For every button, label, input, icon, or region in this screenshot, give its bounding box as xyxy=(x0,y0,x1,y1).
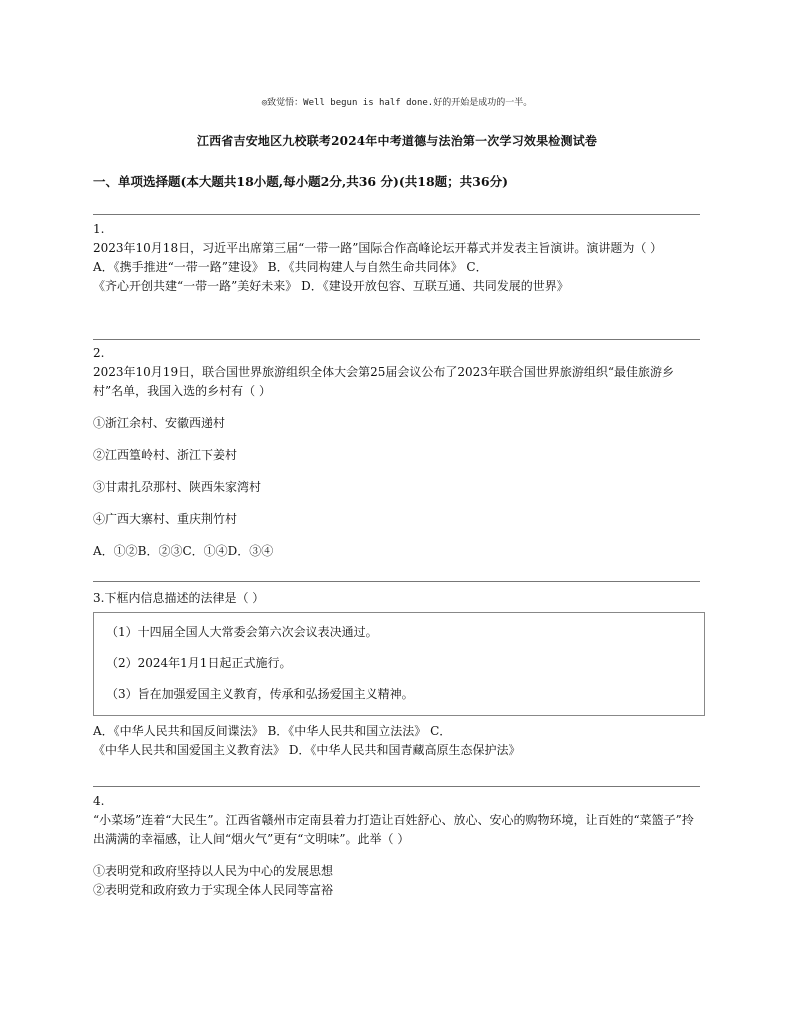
question-1 xyxy=(93,220,700,296)
question-number: 3. xyxy=(93,591,105,605)
statement-item: ①表明党和政府坚持以人民为中心的发展思想 xyxy=(93,864,334,878)
statement-item: ①浙江余村、安徽西递村 xyxy=(93,416,226,430)
question-number: 4. xyxy=(93,794,105,808)
divider xyxy=(93,581,700,582)
question-3 xyxy=(93,589,700,608)
statement-item: ③甘肃扎尕那村、陕西朱家湾村 xyxy=(93,480,262,494)
info-box-line: （2）2024年1月1日起正式施行。 xyxy=(106,656,292,670)
question-options: A．①②B．②③C．①④D．③④ xyxy=(93,544,274,558)
page-title: 江西省吉安地区九校联考2024年中考道德与法治第一次学习效果检测试卷 xyxy=(196,134,598,148)
divider xyxy=(93,214,700,215)
question-3-options xyxy=(93,722,700,760)
question-stem: “小菜场”连着“大民生”。江西省赣州市定南县着力打造让百姓舒心、放心、安心的购物环境，让百姓的“菜篮子”拎出满满的幸福感，让人间“烟火气”更有“文明味”。此举（ ） xyxy=(93,813,694,846)
question-options: A．《携手推进“一带一路”建设》 B．《共同构建人与自然生命共同体》 C． xyxy=(93,260,488,274)
section-heading: 一、单项选择题(本大题共18小题,每小题2分,共36 分)(共18题；共36分) xyxy=(93,174,508,189)
info-box-line: （1）十四届全国人大常委会第六次会议表决通过。 xyxy=(106,625,378,639)
statement-item: ②江西篁岭村、浙江下姜村 xyxy=(93,448,238,462)
info-box-line: （3）旨在加强爱国主义教育，传承和弘扬爱国主义精神。 xyxy=(106,687,414,701)
statement-item: ④广西大寨村、重庆荆竹村 xyxy=(93,512,238,526)
question-number: 2. xyxy=(93,346,105,360)
statement-item: ②表明党和政府致力于实现全体人民同等富裕 xyxy=(93,883,334,897)
motto-line: ◎致觉悟：Well begun is half done.好的开始是成功的一半。 xyxy=(261,98,533,108)
divider xyxy=(93,786,700,787)
question-stem: 2023年10月19日，联合国世界旅游组织全体大会第25届会议公布了2023年联合国世界旅游组织“最佳旅游乡村”名单，我国入选的乡村有（ ） xyxy=(93,365,675,398)
question-stem: 下框内信息描述的法律是（ ） xyxy=(104,591,265,605)
info-box xyxy=(93,612,705,716)
question-4 xyxy=(93,792,700,900)
divider xyxy=(93,339,700,340)
question-stem: 2023年10月18日，习近平出席第三届“一带一路”国际合作高峰论坛开幕式并发表主旨演讲。演讲题为（ ） xyxy=(93,241,663,255)
question-number: 1. xyxy=(93,222,105,236)
question-options: A．《中华人民共和国反间谍法》 B．《中华人民共和国立法法》 C． xyxy=(93,724,452,738)
question-options: 《齐心开创共建“一带一路”美好未来》 D．《建设开放包容、互联互通、共同发展的世界》 xyxy=(93,279,569,293)
question-2 xyxy=(93,344,700,561)
question-options: 《中华人民共和国爱国主义教育法》 D．《中华人民共和国青藏高原生态保护法》 xyxy=(93,743,521,757)
